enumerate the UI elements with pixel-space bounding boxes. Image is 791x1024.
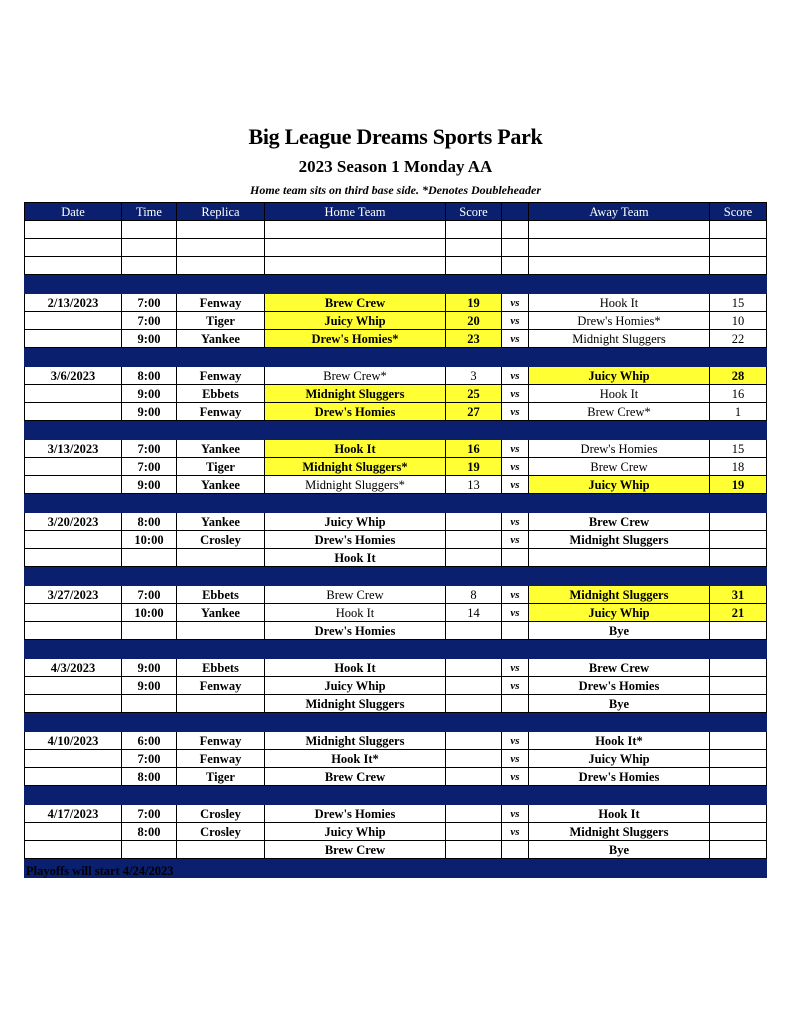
- game-replica: Yankee: [177, 604, 265, 622]
- away-score: [710, 841, 767, 859]
- away-score: 10: [710, 312, 767, 330]
- away-score: [710, 732, 767, 750]
- game-time: 9:00: [122, 659, 177, 677]
- date-header: Date: [25, 203, 122, 221]
- vs-label: vs: [502, 805, 529, 823]
- away-score: [710, 549, 767, 567]
- vs-label: vs: [502, 659, 529, 677]
- game-row: [25, 531, 767, 549]
- home-team: Juicy Whip: [265, 677, 446, 695]
- game-replica: Ebbets: [177, 586, 265, 604]
- game-row: [25, 549, 767, 567]
- game-time: 7:00: [122, 750, 177, 768]
- away-team: Bye: [529, 841, 710, 859]
- home-score-header: Score: [446, 203, 502, 221]
- home-score: 19: [446, 458, 502, 476]
- vs-label: vs: [502, 294, 529, 312]
- game-row: [25, 330, 767, 348]
- vs-label: vs: [502, 458, 529, 476]
- game-row: [25, 440, 767, 458]
- game-time: 9:00: [122, 677, 177, 695]
- game-replica: Crosley: [177, 823, 265, 841]
- home-team: Drew's Homies: [265, 531, 446, 549]
- game-replica: Ebbets: [177, 385, 265, 403]
- home-team: Midnight Sluggers*: [265, 458, 446, 476]
- home-team: Brew Crew: [265, 768, 446, 786]
- game-time: 7:00: [122, 294, 177, 312]
- home-team: Hook It: [265, 440, 446, 458]
- home-team: Juicy Whip: [265, 513, 446, 531]
- home-team: Drew's Homies: [265, 622, 446, 640]
- game-date: [25, 677, 122, 695]
- vs-header: [502, 203, 529, 221]
- home-score: [446, 695, 502, 713]
- game-date: [25, 330, 122, 348]
- home-score: [446, 677, 502, 695]
- game-time: 8:00: [122, 823, 177, 841]
- game-time: [122, 841, 177, 859]
- home-score: 14: [446, 604, 502, 622]
- home-team: Hook It: [265, 604, 446, 622]
- vs-label: vs: [502, 403, 529, 421]
- home-team: Brew Crew*: [265, 367, 446, 385]
- away-score: [710, 750, 767, 768]
- game-replica: [177, 622, 265, 640]
- game-row: [25, 312, 767, 330]
- game-row: [25, 841, 767, 859]
- doubleheader-note: Home team sits on third base side. *Denotes Doubleheader: [250, 183, 541, 197]
- away-score: 19: [710, 476, 767, 494]
- home-team: Brew Crew: [265, 586, 446, 604]
- game-replica: Tiger: [177, 458, 265, 476]
- game-date: [25, 841, 122, 859]
- away-team: Juicy Whip: [529, 750, 710, 768]
- vs-label: vs: [502, 604, 529, 622]
- game-time: 9:00: [122, 385, 177, 403]
- away-score: 15: [710, 294, 767, 312]
- game-date: [25, 604, 122, 622]
- vs-label: vs: [502, 586, 529, 604]
- game-date: [25, 750, 122, 768]
- game-time: [122, 549, 177, 567]
- away-score: [710, 823, 767, 841]
- game-row: [25, 367, 767, 385]
- home-score: 13: [446, 476, 502, 494]
- vs-label: [502, 841, 529, 859]
- vs-label: vs: [502, 732, 529, 750]
- week-separator: [25, 567, 767, 586]
- home-score: 27: [446, 403, 502, 421]
- home-score: 25: [446, 385, 502, 403]
- away-team: Juicy Whip: [529, 367, 710, 385]
- week-separator: [25, 275, 767, 294]
- replica-header: Replica: [177, 203, 265, 221]
- away-score: [710, 695, 767, 713]
- away-team: Midnight Sluggers: [529, 586, 710, 604]
- home-score: 3: [446, 367, 502, 385]
- home-team: Drew's Homies: [265, 805, 446, 823]
- page-title: Big League Dreams Sports Park: [248, 124, 543, 149]
- game-row: [25, 805, 767, 823]
- game-date: [25, 312, 122, 330]
- away-score: [710, 622, 767, 640]
- home-team: Brew Crew: [265, 841, 446, 859]
- game-replica: Yankee: [177, 476, 265, 494]
- away-score: 16: [710, 385, 767, 403]
- game-replica: Fenway: [177, 750, 265, 768]
- home-team: Drew's Homies*: [265, 330, 446, 348]
- game-date: 3/13/2023: [25, 440, 122, 458]
- away-score: 28: [710, 367, 767, 385]
- away-team: Bye: [529, 622, 710, 640]
- home-score: [446, 659, 502, 677]
- game-date: [25, 531, 122, 549]
- game-date: [25, 403, 122, 421]
- game-row: [25, 677, 767, 695]
- game-row: [25, 403, 767, 421]
- home-team: Midnight Sluggers: [265, 732, 446, 750]
- away-team: Brew Crew: [529, 513, 710, 531]
- game-row: [25, 768, 767, 786]
- away-score: 22: [710, 330, 767, 348]
- game-date: 4/17/2023: [25, 805, 122, 823]
- game-replica: Crosley: [177, 805, 265, 823]
- away-team: Brew Crew: [529, 458, 710, 476]
- home-team: Hook It*: [265, 750, 446, 768]
- home-score: [446, 750, 502, 768]
- blank-row: [25, 221, 767, 239]
- week-separator: [25, 713, 767, 732]
- home-team: Midnight Sluggers: [265, 695, 446, 713]
- game-row: [25, 476, 767, 494]
- away-team: Brew Crew: [529, 659, 710, 677]
- game-date: [25, 695, 122, 713]
- game-row: [25, 732, 767, 750]
- week-separator: [25, 421, 767, 440]
- away-score-header: Score: [710, 203, 767, 221]
- game-row: [25, 695, 767, 713]
- home-score: [446, 531, 502, 549]
- home-score: [446, 622, 502, 640]
- game-time: 7:00: [122, 586, 177, 604]
- game-date: 3/6/2023: [25, 367, 122, 385]
- game-replica: Tiger: [177, 768, 265, 786]
- vs-label: vs: [502, 312, 529, 330]
- home-team: Brew Crew: [265, 294, 446, 312]
- game-replica: Fenway: [177, 732, 265, 750]
- week-separator: [25, 494, 767, 513]
- home-score: 16: [446, 440, 502, 458]
- away-team: Hook It: [529, 385, 710, 403]
- schedule-table: [24, 202, 767, 878]
- game-date: [25, 458, 122, 476]
- vs-label: vs: [502, 823, 529, 841]
- game-replica: Tiger: [177, 312, 265, 330]
- home-team: Midnight Sluggers*: [265, 476, 446, 494]
- game-row: [25, 750, 767, 768]
- home-score: [446, 732, 502, 750]
- game-replica: Ebbets: [177, 659, 265, 677]
- vs-label: [502, 622, 529, 640]
- game-replica: [177, 549, 265, 567]
- game-replica: Fenway: [177, 677, 265, 695]
- away-team: Drew's Homies*: [529, 312, 710, 330]
- away-score: 15: [710, 440, 767, 458]
- home-score: 8: [446, 586, 502, 604]
- vs-label: [502, 695, 529, 713]
- blank-row: [25, 257, 767, 275]
- home-team: Hook It: [265, 659, 446, 677]
- game-date: [25, 823, 122, 841]
- away-team-header: Away Team: [529, 203, 710, 221]
- home-score: [446, 549, 502, 567]
- game-time: 6:00: [122, 732, 177, 750]
- game-time: [122, 695, 177, 713]
- page-subtitle: 2023 Season 1 Monday AA: [298, 157, 493, 176]
- game-replica: Yankee: [177, 440, 265, 458]
- vs-label: vs: [502, 440, 529, 458]
- away-team: [529, 549, 710, 567]
- game-row: [25, 604, 767, 622]
- away-score: [710, 768, 767, 786]
- game-date: 4/3/2023: [25, 659, 122, 677]
- away-team: Bye: [529, 695, 710, 713]
- game-replica: Yankee: [177, 513, 265, 531]
- week-separator: [25, 348, 767, 367]
- game-date: 3/20/2023: [25, 513, 122, 531]
- week-separator: [25, 786, 767, 805]
- blank-row: [25, 239, 767, 257]
- game-date: [25, 768, 122, 786]
- playoffs-note: Playoffs will start 4/24/2023: [26, 864, 174, 878]
- game-time: [122, 622, 177, 640]
- away-team: Hook It: [529, 805, 710, 823]
- home-score: [446, 768, 502, 786]
- vs-label: vs: [502, 768, 529, 786]
- game-replica: Yankee: [177, 330, 265, 348]
- vs-label: vs: [502, 677, 529, 695]
- game-replica: Fenway: [177, 403, 265, 421]
- home-team: Drew's Homies: [265, 403, 446, 421]
- game-time: 10:00: [122, 531, 177, 549]
- away-score: [710, 805, 767, 823]
- game-row: [25, 659, 767, 677]
- vs-label: vs: [502, 476, 529, 494]
- game-time: 9:00: [122, 476, 177, 494]
- away-score: 21: [710, 604, 767, 622]
- game-time: 8:00: [122, 513, 177, 531]
- home-score: [446, 841, 502, 859]
- game-date: [25, 476, 122, 494]
- game-date: 3/27/2023: [25, 586, 122, 604]
- game-date: [25, 622, 122, 640]
- game-date: [25, 549, 122, 567]
- week-separator: [25, 640, 767, 659]
- game-date: 2/13/2023: [25, 294, 122, 312]
- away-score: 18: [710, 458, 767, 476]
- home-score: 19: [446, 294, 502, 312]
- game-time: 7:00: [122, 458, 177, 476]
- game-time: 9:00: [122, 403, 177, 421]
- game-row: [25, 823, 767, 841]
- schedule-body: [25, 221, 767, 878]
- game-row: [25, 586, 767, 604]
- home-score: 20: [446, 312, 502, 330]
- game-replica: Fenway: [177, 294, 265, 312]
- home-team-header: Home Team: [265, 203, 446, 221]
- away-team: Drew's Homies: [529, 677, 710, 695]
- away-team: Hook It*: [529, 732, 710, 750]
- home-team: Hook It: [265, 549, 446, 567]
- game-row: [25, 294, 767, 312]
- away-team: Midnight Sluggers: [529, 330, 710, 348]
- time-header: Time: [122, 203, 177, 221]
- game-row: [25, 458, 767, 476]
- game-time: 8:00: [122, 768, 177, 786]
- game-time: 7:00: [122, 312, 177, 330]
- vs-label: vs: [502, 513, 529, 531]
- away-score: 1: [710, 403, 767, 421]
- game-time: 7:00: [122, 805, 177, 823]
- away-team: Brew Crew*: [529, 403, 710, 421]
- home-score: [446, 823, 502, 841]
- vs-label: vs: [502, 367, 529, 385]
- home-score: 23: [446, 330, 502, 348]
- vs-label: vs: [502, 750, 529, 768]
- game-replica: Crosley: [177, 531, 265, 549]
- game-date: 4/10/2023: [25, 732, 122, 750]
- vs-label: vs: [502, 385, 529, 403]
- game-time: 7:00: [122, 440, 177, 458]
- vs-label: vs: [502, 330, 529, 348]
- home-team: Juicy Whip: [265, 823, 446, 841]
- game-replica: Fenway: [177, 367, 265, 385]
- away-team: Drew's Homies: [529, 440, 710, 458]
- away-team: Midnight Sluggers: [529, 823, 710, 841]
- away-score: 31: [710, 586, 767, 604]
- game-row: [25, 513, 767, 531]
- away-team: Juicy Whip: [529, 476, 710, 494]
- away-score: [710, 677, 767, 695]
- home-team: Midnight Sluggers: [265, 385, 446, 403]
- away-score: [710, 513, 767, 531]
- game-row: [25, 385, 767, 403]
- home-score: [446, 805, 502, 823]
- header-row: [25, 203, 767, 221]
- game-time: 9:00: [122, 330, 177, 348]
- game-date: [25, 385, 122, 403]
- away-team: Juicy Whip: [529, 604, 710, 622]
- game-row: [25, 622, 767, 640]
- away-team: Drew's Homies: [529, 768, 710, 786]
- away-score: [710, 531, 767, 549]
- vs-label: [502, 549, 529, 567]
- game-replica: [177, 841, 265, 859]
- vs-label: vs: [502, 531, 529, 549]
- home-score: [446, 513, 502, 531]
- away-team: Midnight Sluggers: [529, 531, 710, 549]
- away-score: [710, 659, 767, 677]
- away-team: Hook It: [529, 294, 710, 312]
- game-time: 8:00: [122, 367, 177, 385]
- game-replica: [177, 695, 265, 713]
- game-time: 10:00: [122, 604, 177, 622]
- home-team: Juicy Whip: [265, 312, 446, 330]
